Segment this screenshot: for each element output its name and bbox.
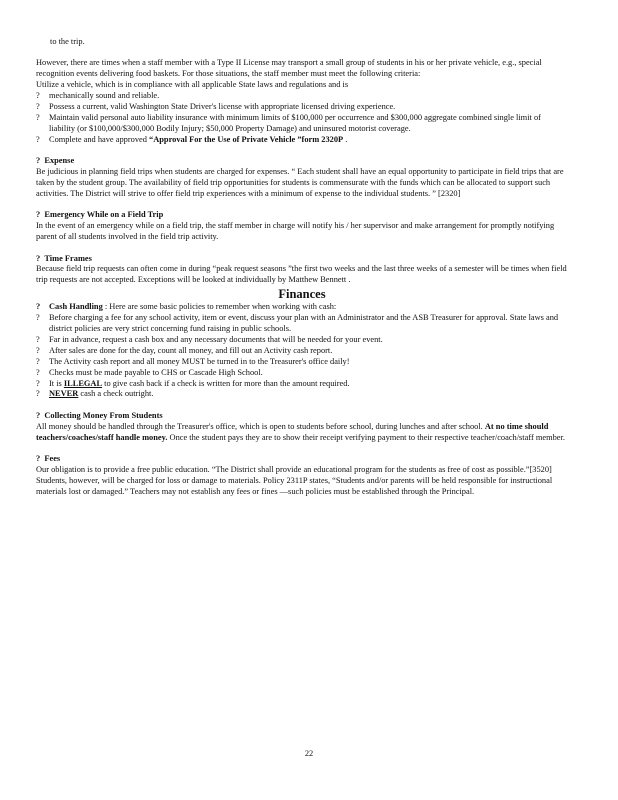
fees-text: Our obligation is to provide a free public education. “The District shall provide an educational program for the students as free of cost as possible.”[3520] Students, however, will be charged for loss or damage to materials. Policy 2311P states, “Students and/or parents will be held responsible for instructional materials lost or damaged.” Teachers may not establish any fees or fines —such policies must be established through the Principal.	[36, 465, 553, 496]
bullet-marker: ?	[36, 102, 40, 112]
bullet-marker: ?	[36, 367, 40, 377]
illegal-emphasis: ILLEGAL	[63, 378, 103, 388]
emergency-text: In the event of an emergency while on a field trip, the staff member in charge will notify his / her supervisor and make arrangement for promptly notifying parent of all students involved in the field trip activity.	[36, 221, 555, 242]
expense-text: Be judicious in planning field trips when students are charged for expenses. “ Each student shall have an equal opportunity to participate in field trips that are taken by the student group. The availability of field trip opportunities for students is commensurate with the funds which can be allocated to support such activities. The District will strive to offer field trip experiences with a minimum of expense to the individual students. ” [2320]	[36, 167, 564, 198]
bullet-marker: ?	[36, 210, 41, 220]
emergency-heading: ? Emergency While on a Field Trip	[36, 210, 164, 220]
bullet-marker: ?	[36, 156, 41, 166]
bullet-marker: ?	[36, 356, 40, 366]
no-handle-money-emphasis: At no time should teachers/coaches/staff handle money.	[36, 421, 549, 442]
form-2320p-title: “Approval For the Use of Private Vehicle ”form 2320P	[149, 134, 344, 144]
expense-heading: ? Expense	[36, 156, 75, 166]
time-frames-heading: ? Time Frames	[36, 253, 92, 263]
continuation-text: to the trip.	[50, 37, 85, 46]
bullet-marker: ?	[36, 313, 40, 323]
bullet-marker: ?	[36, 334, 40, 344]
cash-item-4: ? The Activity cash report and all money MUST be turned in to the Treasurer's office daily!	[36, 356, 350, 366]
bullet-marker: ?	[36, 389, 40, 399]
bullet-marker: ?	[36, 91, 40, 101]
cash-item-never: ? NEVER cash a check outright.	[36, 389, 154, 399]
collecting-text: All money should be handled through the Treasurer's office, which is open to students before school, during lunches and after school. At no time should teachers/coaches/staff handle money. Once the student pays they are to show their receipt verifying payment to their respective teacher/coach/staff member.	[36, 421, 565, 442]
bullet-marker: ?	[36, 345, 40, 355]
bullet-marker: ?	[36, 454, 41, 464]
cash-item-3: ? After sales are done for the day, count all money, and fill out an Activity cash report.	[36, 345, 333, 355]
type2-item-5: ? Complete and have approved “Approval For the Use of Private Vehicle ”form 2320P .	[36, 134, 348, 144]
type2-intro: However, there are times when a staff member with a Type II License may transport a small group of students in his or her private vehicle, e.g., special recognition events delivering food baskets. For those situations, the staff member must meet the following criteria:	[36, 58, 542, 79]
type2-item-4: ? Maintain valid personal auto liability insurance with minimum limits of $100,000 per occurrence and $300,000 aggregate combined single limit of liability (or $100,000/$300,000 Bodily Injury; $50,000 Property Damage) and uninsured motorist coverage.	[36, 112, 541, 133]
cash-handling-heading: ? Cash Handling : Here are some basic policies to remember when working with cash:	[36, 302, 337, 312]
type2-item-1: Utilize a vehicle, which is in compliance with all applicable State laws and regulations and is	[36, 80, 349, 90]
never-emphasis: NEVER	[49, 389, 79, 399]
fees-heading: ? Fees	[36, 454, 61, 464]
bullet-marker: ?	[36, 112, 40, 122]
bullet-marker: ?	[36, 378, 40, 388]
cash-item-1: ? Before charging a fee for any school activity, item or event, discuss your plan with an Administrator and the ASB Treasurer for approval. State laws and district policies are very strict concerning fund raising in public schools.	[36, 313, 559, 334]
cash-item-5: ? Checks must be made payable to CHS or Cascade High School.	[36, 367, 263, 377]
collecting-heading: ? Collecting Money From Students	[36, 410, 163, 420]
cash-item-illegal: ? It is ILLEGAL to give cash back if a check is written for more than the amount required.	[36, 378, 350, 388]
bullet-marker: ?	[36, 410, 41, 420]
bullet-marker: ?	[36, 302, 41, 312]
type2-item-2: ? mechanically sound and reliable.	[36, 91, 160, 101]
page-content	[36, 37, 568, 498]
finances-heading: Finances	[278, 287, 326, 302]
bullet-marker: ?	[36, 253, 41, 263]
page-number: 22	[304, 749, 314, 758]
bullet-marker: ?	[36, 134, 40, 144]
cash-item-2: ? Far in advance, request a cash box and any necessary documents that will be needed for your event.	[36, 334, 383, 344]
time-frames-text: Because field trip requests can often come in during “peak request seasons ”the first two weeks and the last three weeks of a semester will be times when field trip requests are not accepted. Exceptions will be looked at individually by Matthew Bennett .	[36, 264, 567, 285]
type2-item-3: ? Possess a current, valid Washington State Driver's license with appropriate licensed driving experience.	[36, 102, 396, 112]
